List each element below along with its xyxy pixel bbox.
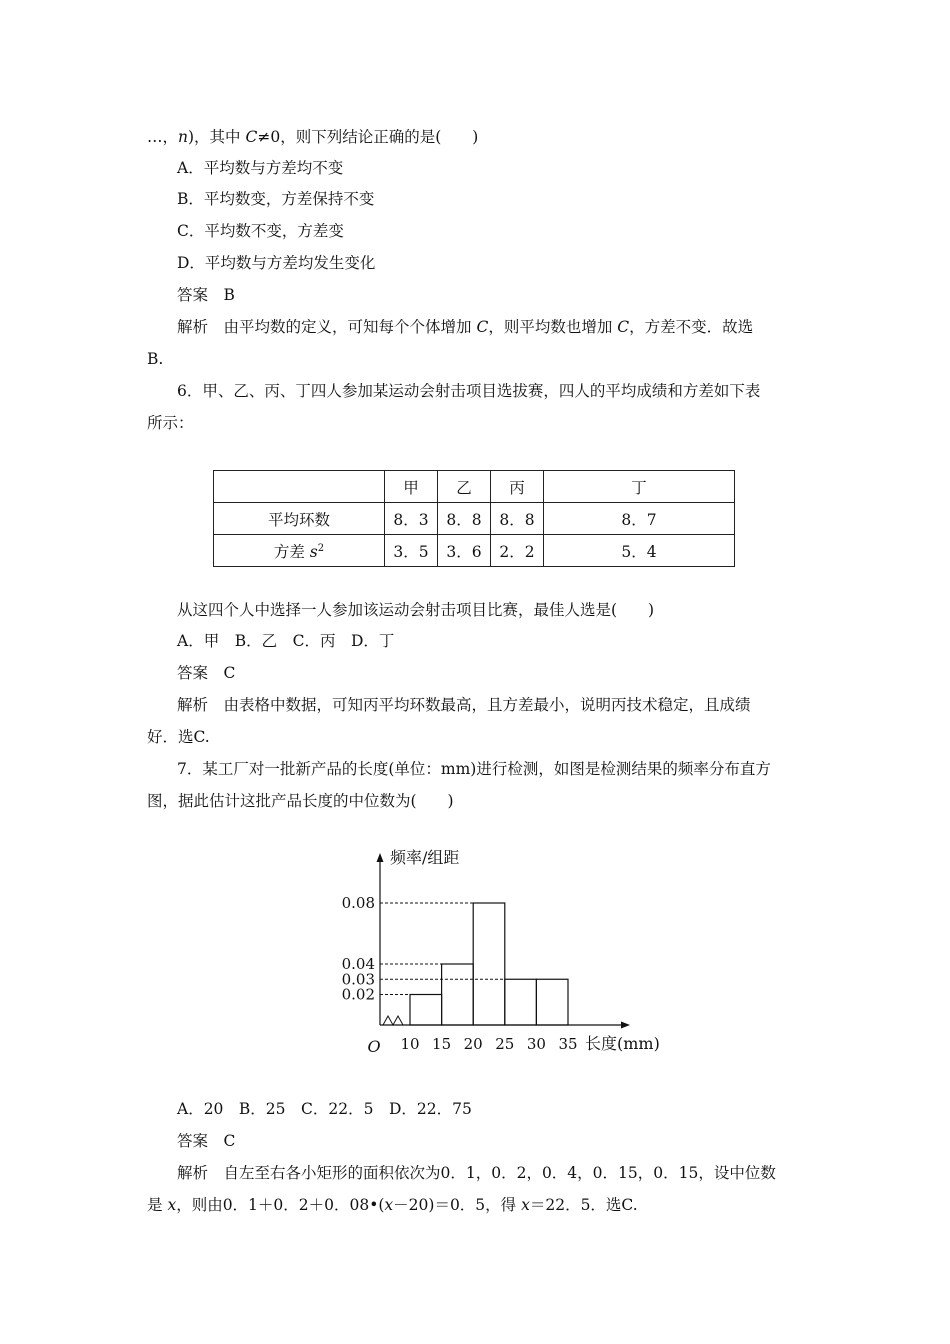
histogram-bar [410,995,442,1026]
table-cell: 8．8 [438,503,491,535]
table-cell: 3．5 [385,535,438,567]
q7-analysis-c: －20)＝0．5，得 [393,1196,522,1214]
q5-analysis-line2: B. [147,350,164,368]
origin-label: O [367,1037,381,1056]
score-table [213,470,735,567]
q5-stem-tail [147,127,478,147]
q7-var-x: x [521,1196,530,1214]
axis-break-zigzag [383,1016,410,1025]
x-axis-arrow [621,1022,630,1029]
q6-stem-line2: 所示： [147,414,194,432]
q7-analysis-line2 [147,1195,638,1215]
q5-tail-pre: …， [147,128,179,146]
table-cell: 8．3 [385,503,438,535]
y-axis-arrow [377,853,384,862]
q6-answer: 答案 C [177,664,236,682]
x-tick-label: 35 [558,1035,578,1053]
q5-option-c: C．平均数不变，方差变 [177,222,344,240]
x-axis-label: 长度(mm) [585,1034,660,1053]
q6-analysis-line2: 好．选C. [147,728,210,746]
q7-analysis-line1: 解析 自左至右各小矩形的面积依次为0．1，0．2，0．4，0．15，0．15，设中位数 [177,1164,776,1182]
q7-analysis-b: ，则由0．1＋0．2＋0．08•( [176,1196,385,1214]
q5-tail-mid: )，其中 [188,128,246,146]
table-cell: 3．6 [438,535,491,567]
q6-analysis-line1: 解析 由表格中数据，可知丙平均环数最高，且方差最小，说明丙技术稳定，且成绩 [177,696,751,714]
x-tick-label: 30 [526,1035,546,1053]
table-cell: 8．8 [491,503,544,535]
q7-stem-line1: 7．某工厂对一批新产品的长度(单位：mm)进行检测，如图是检测结果的频率分布直方 [177,760,771,778]
histogram-guides [380,903,505,995]
q5-analysis-d: ，方差不变．故选 [629,318,754,336]
q7-answer: 答案 C [177,1132,236,1150]
q5-analysis [177,317,753,337]
frequency-histogram [330,838,670,1063]
q5-analysis-var-c1: C [476,318,489,336]
table-header-empty [214,471,385,503]
table-row-label-variance [214,535,385,567]
table-row-label-mean: 平均环数 [214,503,385,535]
table-header-yi: 乙 [438,471,491,503]
q6-stem-line1: 6．甲、乙、丙、丁四人参加某运动会射击项目选拔赛，四人的平均成绩和方差如下表 [177,382,761,400]
table-cell: 2．2 [491,535,544,567]
q5-var-c: C [245,128,258,146]
q6-options: A．甲 B．乙 C．丙 D．丁 [177,632,395,650]
table-header-ding: 丁 [544,471,735,503]
histogram-bars [410,903,568,1025]
q7-var-x: x [384,1196,394,1214]
q7-analysis-a: 是 [147,1196,168,1214]
y-axis-label: 频率/组距 [390,848,460,867]
variance-label-var: s [309,542,318,561]
score-table-header-row [214,471,735,503]
table-cell: 8．7 [544,503,735,535]
q7-analysis-d: ＝22．5．选C. [529,1196,638,1214]
q7-var-x: x [167,1196,177,1214]
q5-option-a: A．平均数与方差均不变 [177,159,344,177]
x-tick-label: 15 [432,1035,452,1053]
x-tick-label: 25 [495,1035,515,1053]
q5-answer: 答案 B [177,286,235,304]
y-tick-label: 0.03 [341,970,375,989]
score-table-row-mean [214,503,735,535]
q5-option-d: D．平均数与方差均发生变化 [177,254,376,272]
x-tick-label: 10 [400,1035,420,1053]
q7-stem-line2: 图，据此估计这批产品长度的中位数为( ) [147,792,454,810]
q7-options: A．20 B．25 C．22．5 D．22．75 [177,1100,472,1118]
histogram-bar [505,979,537,1025]
score-table-row-variance [214,535,735,567]
y-tick-label: 0.02 [341,985,375,1004]
histogram-axes [377,853,631,1029]
histogram-bar [536,979,568,1025]
table-header-bing: 丙 [491,471,544,503]
q5-analysis-a: 解析 由平均数的定义，可知每个个体增加 [177,318,477,336]
q5-tail-post: ≠0，则下列结论正确的是( ) [257,128,479,146]
table-cell: 5．4 [544,535,735,567]
variance-label-text: 方差 [273,542,310,561]
q5-analysis-var-c2: C [617,318,630,336]
table-header-jia: 甲 [385,471,438,503]
q5-analysis-b: ，则平均数也增加 [488,318,618,336]
variance-label-sup: 2 [317,542,325,554]
x-tick-label: 20 [463,1035,483,1053]
q5-var-n: n [178,128,188,146]
histogram-bar [442,964,474,1025]
histogram-bar [473,903,505,1025]
y-tick-label: 0.08 [341,894,375,912]
y-tick-label: 0.04 [341,955,375,973]
q5-option-b: B．平均数变，方差保持不变 [177,190,375,208]
q6-question: 从这四个人中选择一人参加该运动会射击项目比赛，最佳人选是( ) [177,601,655,619]
